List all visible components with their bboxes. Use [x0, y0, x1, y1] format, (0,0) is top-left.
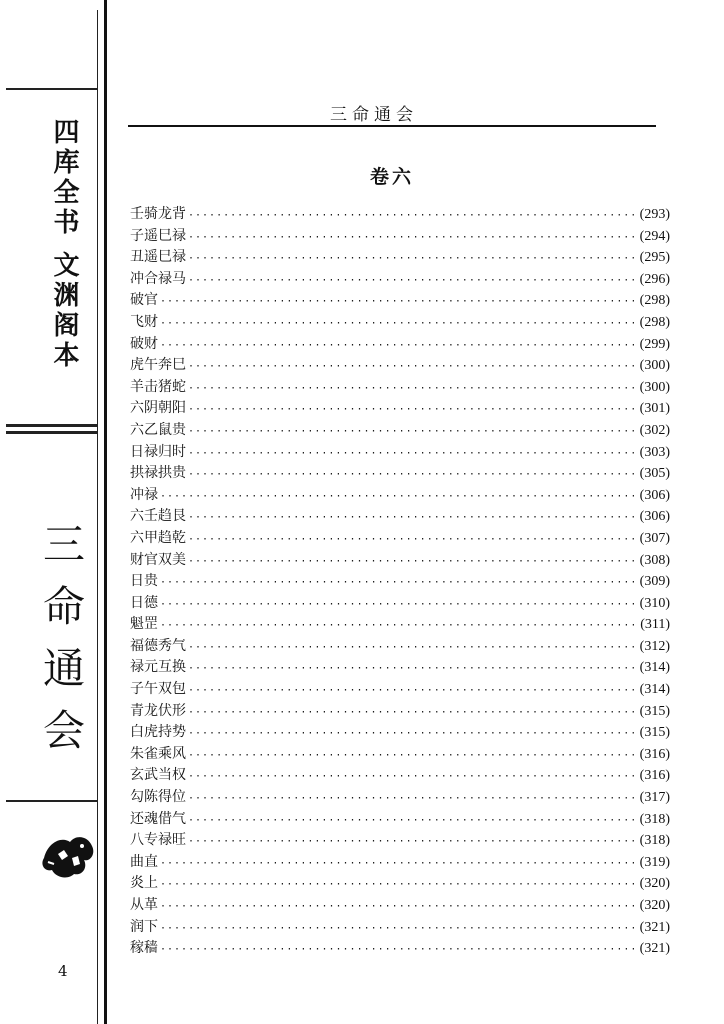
toc-entry[interactable]	[130, 463, 670, 485]
dot-leader	[160, 486, 638, 508]
toc-entry-page: (295)	[639, 250, 670, 266]
toc-entry[interactable]	[130, 226, 670, 248]
toc-entry[interactable]	[130, 917, 670, 939]
dot-leader	[188, 443, 638, 465]
toc-entry-page: (321)	[639, 919, 670, 935]
toc-entry-title: 日禄归时	[130, 443, 186, 460]
spine-divider-thick	[104, 0, 107, 1024]
dot-leader	[188, 378, 638, 400]
dot-leader	[160, 335, 638, 357]
dot-leader	[188, 702, 638, 724]
toc-entry-title: 子午双包	[130, 681, 186, 698]
toc-entry[interactable]	[130, 636, 670, 658]
toc-entry-title: 六壬趋艮	[130, 508, 186, 525]
toc-entry[interactable]	[130, 312, 670, 334]
dot-leader	[160, 291, 638, 313]
toc-entry-title: 润下	[130, 918, 158, 935]
toc-entry-page: (314)	[639, 682, 670, 698]
toc-entry-page: (298)	[639, 293, 670, 309]
dragon-emblem-icon	[38, 828, 98, 884]
dot-leader	[160, 594, 638, 616]
toc-entry[interactable]	[130, 593, 670, 615]
dot-leader	[160, 896, 638, 918]
dot-leader	[188, 788, 638, 810]
toc-entry-title: 壬骑龙背	[130, 206, 186, 222]
toc-entry[interactable]	[130, 657, 670, 679]
toc-entry-title: 朱雀乘风	[130, 745, 186, 762]
toc-entry-page: (314)	[639, 660, 670, 676]
dot-leader	[160, 572, 638, 594]
toc-entry-page: (321)	[639, 941, 670, 957]
toc-entry-page: (298)	[639, 314, 670, 330]
toc-entry[interactable]	[130, 398, 670, 420]
toc-entry[interactable]	[130, 701, 670, 723]
page-number: 4	[58, 962, 68, 980]
spine-rule-mid-2	[6, 431, 98, 434]
running-title: 三命通会	[330, 105, 418, 125]
toc-entry-title: 稼穑	[130, 940, 158, 957]
toc-entry-title: 禄元互换	[130, 659, 186, 676]
toc-entry-title: 魁罡	[130, 616, 158, 633]
toc-entry-page: (310)	[639, 595, 670, 611]
toc-entry[interactable]	[130, 528, 670, 550]
dot-leader	[188, 551, 638, 573]
toc-entry-page: (306)	[639, 487, 670, 503]
dot-leader	[160, 918, 638, 940]
toc-entry[interactable]	[130, 852, 670, 874]
toc-entry-page: (308)	[639, 552, 670, 568]
toc-entry-title: 六阴朝阳	[130, 400, 186, 417]
dot-leader	[188, 637, 638, 659]
toc-entry[interactable]	[130, 787, 670, 809]
toc-entry[interactable]	[130, 334, 670, 356]
dot-leader	[160, 874, 638, 896]
dot-leader	[188, 810, 638, 832]
toc-entry[interactable]	[130, 765, 670, 787]
toc-entry-title: 虎午奔巳	[130, 357, 186, 374]
toc-entry-title: 八专禄旺	[130, 832, 186, 849]
toc-entry-page: (318)	[639, 833, 670, 849]
dot-leader	[188, 831, 638, 853]
dot-leader	[188, 766, 638, 788]
toc-entry[interactable]	[130, 809, 670, 831]
book-title: 三命通会	[37, 522, 86, 770]
toc-entry-page: (300)	[639, 358, 670, 374]
toc-entry-title: 破官	[130, 292, 158, 309]
toc-entry[interactable]	[130, 355, 670, 377]
toc-entry[interactable]	[130, 485, 670, 507]
toc-entry-page: (320)	[639, 876, 670, 892]
spine-panel	[0, 0, 112, 1024]
toc-entry[interactable]	[130, 204, 670, 226]
toc-entry-title: 子遥巳禄	[130, 227, 186, 244]
table-of-contents	[130, 204, 670, 960]
toc-entry[interactable]	[130, 420, 670, 442]
series-title: 四库全书 文渊阁本	[49, 118, 79, 372]
toc-entry-page: (316)	[639, 746, 670, 762]
toc-entry-title: 冲合禄马	[130, 270, 186, 287]
toc-entry[interactable]	[130, 506, 670, 528]
dot-leader	[188, 507, 638, 529]
toc-entry-title: 六甲趋乾	[130, 529, 186, 546]
toc-entry-title: 白虎持势	[130, 724, 186, 741]
toc-entry-title: 福德秀气	[130, 637, 186, 654]
toc-entry-page: (300)	[639, 379, 670, 395]
toc-entry-title: 破财	[130, 335, 158, 352]
toc-entry-title: 日德	[130, 594, 158, 611]
dot-leader	[160, 615, 638, 637]
toc-entry-page: (320)	[639, 898, 670, 913]
toc-entry-page: (306)	[639, 509, 670, 525]
header-rule	[128, 125, 656, 127]
dot-leader	[188, 399, 638, 421]
toc-entry[interactable]	[130, 722, 670, 744]
dot-leader	[188, 680, 638, 702]
toc-entry[interactable]	[130, 247, 670, 269]
toc-entry[interactable]	[130, 290, 670, 312]
toc-entry-title: 羊击猪蛇	[130, 378, 186, 395]
spine-rule-mid-1	[6, 424, 98, 427]
toc-entry[interactable]	[130, 571, 670, 593]
toc-entry[interactable]	[130, 830, 670, 852]
toc-entry-title: 拱禄拱贵	[130, 465, 186, 482]
dot-leader	[188, 248, 638, 270]
dot-leader	[160, 313, 638, 335]
toc-entry-page: (317)	[639, 790, 670, 806]
toc-entry-title: 从革	[130, 897, 158, 913]
toc-entry-page: (319)	[639, 854, 670, 870]
toc-entry-page: (294)	[639, 228, 670, 244]
toc-entry-title: 冲禄	[130, 486, 158, 503]
dot-leader	[160, 853, 638, 875]
toc-entry[interactable]	[130, 377, 670, 399]
dot-leader	[188, 723, 638, 745]
toc-entry[interactable]	[130, 550, 670, 572]
spine-rule-lower	[6, 800, 98, 802]
toc-entry-title: 六乙鼠贵	[130, 421, 186, 438]
toc-entry[interactable]	[130, 679, 670, 701]
toc-entry-page: (296)	[639, 271, 670, 287]
dot-leader	[188, 658, 638, 680]
toc-entry-title: 日贵	[130, 573, 158, 590]
spine-rule-top	[6, 88, 98, 90]
dot-leader	[188, 421, 638, 443]
dot-leader	[160, 939, 638, 961]
toc-entry-page: (302)	[639, 422, 670, 438]
toc-entry-page: (311)	[640, 617, 670, 633]
dot-leader	[188, 356, 638, 378]
toc-entry-title: 勾陈得位	[130, 789, 186, 806]
toc-entry-page: (307)	[639, 530, 670, 546]
toc-entry[interactable]	[130, 873, 670, 895]
dot-leader	[188, 529, 638, 551]
dot-leader	[188, 227, 638, 249]
dot-leader	[188, 270, 638, 292]
toc-entry-page: (315)	[639, 725, 670, 741]
toc-entry[interactable]	[130, 938, 670, 960]
toc-entry-title: 丑遥巳禄	[130, 249, 186, 266]
toc-entry[interactable]	[130, 744, 670, 766]
toc-entry-title: 财官双美	[130, 551, 186, 568]
toc-entry-page: (293)	[639, 207, 670, 222]
dot-leader	[188, 205, 638, 227]
dot-leader	[188, 745, 638, 767]
dot-leader	[188, 464, 638, 486]
toc-entry-page: (301)	[639, 401, 670, 417]
toc-entry[interactable]	[130, 442, 670, 464]
toc-entry-page: (312)	[639, 638, 670, 654]
toc-entry[interactable]	[130, 269, 670, 291]
toc-entry-page: (303)	[639, 444, 670, 460]
toc-entry[interactable]	[130, 895, 670, 917]
toc-entry-title: 曲直	[130, 853, 158, 870]
toc-entry-title: 飞财	[130, 313, 158, 330]
toc-entry-title: 青龙伏形	[130, 702, 186, 719]
toc-entry-page: (305)	[639, 466, 670, 482]
toc-entry-page: (318)	[639, 811, 670, 827]
toc-entry-page: (316)	[639, 768, 670, 784]
chapter-heading: 卷六	[370, 166, 415, 188]
toc-entry-title: 还魂借气	[130, 810, 186, 827]
toc-entry-page: (299)	[639, 336, 670, 352]
toc-entry[interactable]	[130, 614, 670, 636]
toc-entry-page: (309)	[639, 574, 670, 590]
toc-entry-title: 玄武当权	[130, 767, 186, 784]
toc-entry-page: (315)	[639, 703, 670, 719]
toc-entry-title: 炎上	[130, 875, 158, 892]
